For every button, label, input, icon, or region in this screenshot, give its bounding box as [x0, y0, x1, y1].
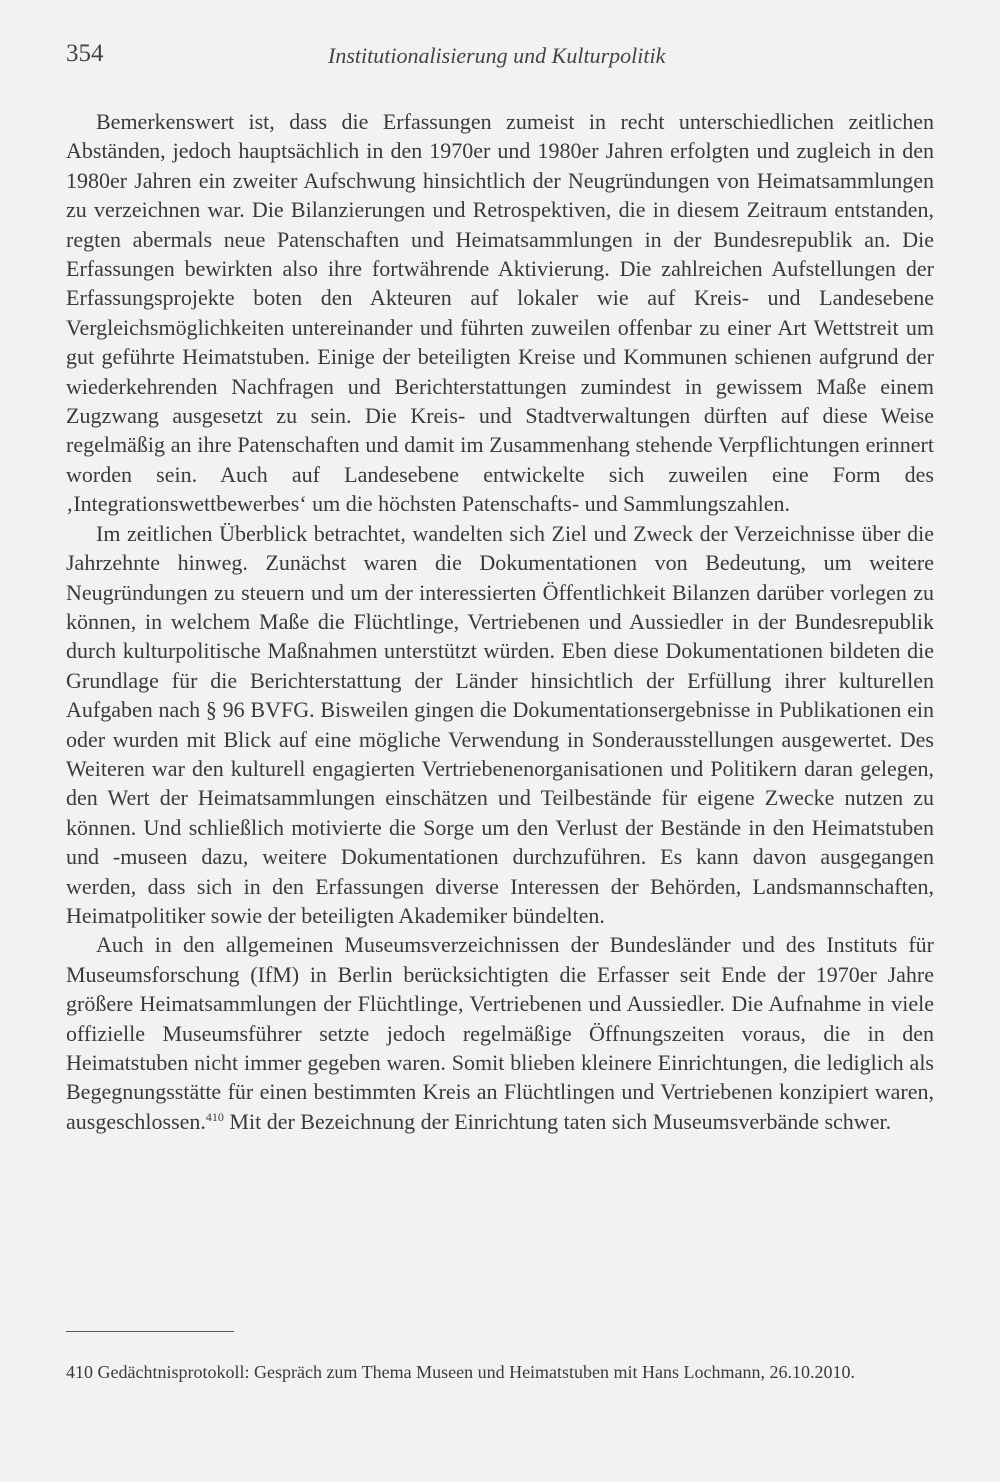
footnote-separator — [66, 1331, 234, 1332]
paragraph — [66, 107, 934, 519]
footnote-reference[interactable]: 410 — [205, 1109, 224, 1124]
paragraph-text-continued: Mit der Bezeichnung der Einrichtung taten sich Museumsverbände schwer. — [223, 1108, 892, 1134]
paragraph — [66, 930, 934, 1136]
paragraph-text: Im zeitlichen Überblick betrachtet, wandelten sich Ziel und Zweck der Verzeichnisse über die Jahrzehnte hinweg. Zunächst waren die Dokumentationen von Bedeutung, um weitere Neugründungen zu steuern und um der interessierten Öffentlichkeit Bilanzen darüber vorlegen zu können, in welchem Maße die Flüchtlinge, Vertriebenen und Aussiedler in der Bundesrepublik durch kulturpolitische Maßnahmen unterstützt würden. Eben diese Dokumentationen bildeten die Grundlage für die Berichterstattung der Länder hinsichtlich der Erfüllung ihrer kulturellen Aufgaben nach § 96 BVFG. Bisweilen gingen die Dokumentationsergebnisse in Publikationen ein oder wurden mit Blick auf eine mögliche Verwendung in Sonderausstellungen ausgewertet. Des Weiteren war den kulturell engagierten Vertriebenenorganisationen und Politikern daran gelegen, den Wert der Heimatsammlungen einschätzen und Teilbestände für eigene Zwecke nutzen zu können. Und schließlich motivierte die Sorge um den Verlust der Bestände in den Heimatstuben und -museen dazu, weitere Dokumentationen durchzuführen. Es kann davon ausgegangen werden, dass sich in den Erfassungen diverse Interessen der Behörden, Landsmannschaften, Heimatpolitiker sowie der beteiligten Akademiker bündelten. — [66, 520, 934, 928]
footnote: 410 Gedächtnisprotokoll: Gespräch zum Thema Museen und Heimatstuben mit Hans Lochmann, 26.10.2010. — [66, 1362, 856, 1382]
running-title: Institutionalisierung und Kulturpolitik — [328, 43, 666, 68]
paragraph — [66, 519, 934, 931]
body-text — [66, 107, 934, 1136]
paragraph-text: Bemerkenswert ist, dass die Erfassungen zumeist in recht unterschiedlichen zeitlichen Abständen, jedoch hauptsächlich in den 1970er und 1980er Jahren erfolgten und zugleich in den 1980er Jahren ein zweiter Aufschwung hinsichtlich der Neugründungen von Heimatsammlungen zu verzeichnen war. Die Bilanzierungen und Retrospektiven, die in diesem Zeitraum entstanden, regten abermals neue Patenschaften und Heimatsammlungen in der Bundesrepublik an. Die Erfassungen bewirkten also ihre fortwährende Aktivierung. Die zahlreichen Aufstellungen der Erfassungsprojekte boten den Akteuren auf lokaler wie auf Kreis- und Landesebene Vergleichsmöglichkeiten untereinander und führten zuweilen offenbar zu einer Art Wettstreit um gut geführte Heimatstuben. Einige der beteiligten Kreise und Kommunen schienen aufgrund der wiederkehrenden Nachfragen und Berichterstattungen zumindest in gewissem Maße einem Zugzwang ausgesetzt zu sein. Die Kreis- und Stadtverwaltungen dürften auf diese Weise regelmäßig an ihre Patenschaften und damit im Zusammenhang stehende Verpflichtungen erinnert worden sein. Auch auf Landesebene entwickelte sich zuweilen eine Form des ‚Integrationswettbewerbes‘ um die höchsten Patenschafts- und Sammlungszahlen. — [66, 109, 934, 517]
footnotes — [66, 1360, 934, 1385]
paragraph-text: Auch in den allgemeinen Museumsverzeichnissen der Bundesländer und des Instituts für Museumsforschung (IfM) in Berlin berücksichtigten die Erfasser seit Ende der 1970er Jahre größere Heimatsammlungen der Flüchtlinge, Vertriebenen und Aussiedler. Die Aufnahme in viele offizielle Museumsführer setzte jedoch regelmäßige Öffnungszeiten voraus, die in den Heimatstuben nicht immer gegeben waren. Somit blieben kleinere Einrichtungen, die lediglich als Begegnungsstätte für einen bestimmten Kreis an Flüchtlingen und Vertriebenen konzipiert waren, ausgeschlossen. — [66, 932, 934, 1134]
page-number: 354 — [66, 40, 104, 67]
page-header — [66, 40, 934, 74]
